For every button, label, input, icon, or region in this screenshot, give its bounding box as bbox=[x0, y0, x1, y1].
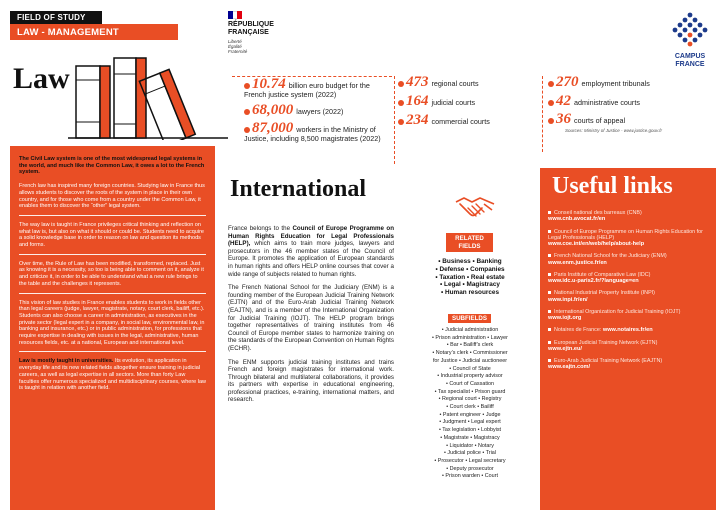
stat-administrative-courts: 42 administrative courts bbox=[548, 97, 708, 108]
related-fields-list bbox=[405, 258, 535, 297]
field-of-study-tag: FIELD OF STUDY bbox=[10, 11, 102, 24]
intro-paragraph: Over time, the Rule of Law has been modified, transformed, replaced. Just as knowing it is a necessity, so too is being able to comment on it, analyze it and criticize it, in order to be able to understand what a new rule brings to the table and the challenges it represents. bbox=[19, 260, 204, 287]
list-item: • Prison administration • Lawyer bbox=[432, 334, 508, 341]
divider bbox=[19, 293, 206, 294]
stat-employment-tribunals: 270 employment tribunals bbox=[548, 78, 708, 89]
list-item: • Liquidator • Notary bbox=[446, 442, 494, 449]
international-title: International bbox=[230, 176, 367, 202]
link-url[interactable]: www.iojt.org bbox=[548, 315, 582, 322]
link-item-eajtn: Euro-Arab Judicial Training Network (EAJTN) www.eajtn.com/ bbox=[548, 358, 713, 371]
link-url[interactable]: www.idc.u-paris2.fr/?language=en bbox=[548, 278, 639, 285]
divider bbox=[19, 254, 206, 255]
bullet-dot-icon bbox=[548, 81, 554, 87]
intro-paragraph: The way law is taught in France privileges critical thinking and reflection on what law is, but also on what it should or could be. Students need to acquire a solid knowledge base in order to reason on law and question its methods and forms. bbox=[19, 221, 204, 249]
link-item-ejtn: European Judicial Training Network (EJTN) www.ejtn.eu/ bbox=[548, 340, 713, 353]
list-item: for Justice • Judicial auctioneer bbox=[432, 357, 508, 364]
related-fields-label: RELATED FIELDS bbox=[446, 233, 493, 252]
stat-judicial-courts: 164 judicial courts bbox=[398, 97, 538, 108]
campus-france-line1: CAMPUS bbox=[674, 53, 706, 60]
link-url[interactable]: www.eajtn.com/ bbox=[548, 364, 591, 371]
campus-france-line2: FRANCE bbox=[675, 60, 705, 68]
list-item: • Human resources bbox=[441, 289, 499, 297]
stat-workers: 87,000 workers in the Ministry of Justice, including 8,500 magistrates (2022) bbox=[244, 120, 381, 143]
bullet-dot-icon bbox=[548, 100, 554, 106]
international-paragraph: France belongs to the Council of Europe Programme on Human Rights Education for Legal Professionals (HELP), which aims to train more judges, lawyers and prosecutors in the 46 member states of the Council of Europe. It promotes the application of European standards in human rights and offers HELP online courses that cover a wide range of subjects related to human rights. bbox=[228, 225, 394, 278]
list-item: • Magistrate • Magistracy bbox=[440, 434, 500, 441]
list-item: • Court clerk • Bailiff bbox=[446, 404, 494, 411]
campus-france-logo bbox=[662, 11, 718, 69]
list-item: • Legal • Magistracy bbox=[440, 281, 500, 289]
list-item: • Council of State bbox=[449, 365, 491, 372]
rf-motto-1: Liberté bbox=[228, 39, 242, 44]
link-url[interactable]: www.coe.int/en/web/help/about-help bbox=[548, 241, 645, 248]
list-item: • Taxation • Real estate bbox=[435, 273, 505, 281]
list-item: • Bar • Bailiff’s clerk bbox=[446, 342, 494, 349]
list-item: • Notary’s clerk • Commissioner bbox=[432, 350, 508, 357]
bullet-dot-icon bbox=[548, 118, 554, 124]
bullet-dot-icon bbox=[398, 119, 404, 125]
link-item-idc: Paris Institute of Comparative Law (IDC) www.idc.u-paris2.fr/?language=en bbox=[548, 272, 713, 285]
link-url[interactable]: www.inpi.fr/en/ bbox=[548, 296, 588, 303]
list-item: • Tax specialist • Prison guard bbox=[434, 388, 506, 395]
stats-source: Sources: Ministry of Justice - www.justice.gouv.fr bbox=[565, 128, 662, 133]
divider bbox=[19, 351, 206, 352]
link-item-help: Council of Europe Programme on Human Rights Education for Legal Professionals (HELP) www.coe.int/en/web/help/about-help bbox=[548, 229, 713, 249]
stats-column-divider bbox=[394, 76, 395, 164]
list-item: • Industrial property advisor bbox=[437, 373, 503, 380]
list-item: • Business • Banking bbox=[438, 258, 502, 265]
international-paragraph: The French National School for the Judiciary (ENM) is a founding member of the European Judicial Training Network (EJTN) and of the Euro-Arab Judicial Training Network (EAJTN), and is a member of the International Organization for Judicial Training (IOJT). The HELP program brings together representatives of training institutes from 46 Council of Europe member states to harmonize training on the standards of the European Convention on Human Rights (ECHR). bbox=[228, 284, 394, 352]
stat-courts-of-appeal: 36 courts of appeal bbox=[548, 115, 708, 126]
page-title: Law bbox=[13, 62, 70, 95]
bullet-dot-icon bbox=[398, 81, 404, 87]
list-item: • Deputy prosecutor bbox=[446, 465, 494, 472]
list-item: • Court of Cassation bbox=[445, 380, 495, 387]
bullet-dot-icon bbox=[244, 109, 250, 115]
list-item: • Judicial administration bbox=[441, 327, 499, 333]
intro-lead: The Civil Law system is one of the most widespread legal systems in the world, and much like the Common Law, it owes a lot to the French system. bbox=[19, 156, 205, 176]
subfields-label: SUBFIELDS bbox=[448, 314, 491, 323]
list-item: • Judicial police • Trial bbox=[443, 450, 496, 457]
link-item-notaires: Notaires de France: www.notaires.fr/en bbox=[548, 327, 713, 334]
link-url[interactable]: www.cnb.avocat.fr/en bbox=[548, 216, 606, 223]
intro-panel bbox=[10, 146, 215, 510]
link-item-inpi: National Industrial Property Institute (INPI) www.inpi.fr/en/ bbox=[548, 290, 713, 303]
handshake-icon bbox=[454, 190, 496, 224]
republique-francaise-logo bbox=[228, 11, 288, 61]
intro-paragraph-universities: Law is mostly taught in universities. Its evolution, its application in everyday life and its new related fields altogether ensure training in judicial careers, as well as legal expertise in all sectors. More than forty Law faculties offer numerous specialized and multidisciplinary courses, where law is taught in relation with another field. bbox=[19, 358, 206, 392]
international-paragraph: The ENM supports judicial training institutes and trains French and foreign magistrates for international work. Through bilateral and multilateral collaborations, it provides its partners with expertise in educational engineering, professional practices, e-training, international matters, and research. bbox=[228, 358, 394, 404]
useful-links-title: Useful links bbox=[552, 173, 673, 199]
link-url[interactable]: www.enm.justice.fr/en bbox=[548, 259, 607, 266]
rf-name-line2: FRANÇAISE bbox=[228, 29, 269, 36]
stat-regional-courts: 473 regional courts bbox=[398, 78, 538, 89]
intro-paragraph: This vision of law studies in France enables students to work in fields other than legal careers (judge, lawyer, magistrate, notary, court clerk, bailiff, etc.). Students can also choose a career in administration, as executives in the private sector (legal expert in a company, in social law, environmental law, in banking and insurance, etc.) or in public administration, for professions that require expertise in dealing with issues in the legal, administrative, human resources fields, etc. at a national, European and international level. bbox=[19, 299, 205, 346]
list-item: • Tax legislation • Lobbyist bbox=[438, 427, 502, 434]
list-item: • Prosecutor • Legal secretary bbox=[434, 457, 506, 464]
campus-france-mark-icon bbox=[670, 11, 710, 47]
link-url[interactable]: www.ejtn.eu/ bbox=[548, 345, 582, 352]
list-item: • Judgment • Legal expert bbox=[439, 419, 501, 426]
useful-links-list bbox=[548, 210, 713, 377]
link-item-enm: French National School for the Judiciary (ENM) www.enm.justice.fr/en bbox=[548, 253, 713, 266]
divider bbox=[19, 215, 206, 216]
stat-lawyers: 68,000 lawyers (2022) bbox=[244, 106, 394, 117]
intro-paragraph: French law has inspired many foreign countries. Studying law in France thus allows students to discover the roots of the system in place in their own country, and for those who come from a country under the Common Law, it enables them to discover the “other” legal system. bbox=[19, 183, 205, 210]
field-name-tag: LAW - MANAGEMENT bbox=[10, 24, 178, 40]
list-item: • Defense • Companies bbox=[435, 265, 505, 273]
books-illustration bbox=[68, 54, 228, 140]
stat-budget: 10.74 billion euro budget for the French justice system (2022) bbox=[244, 76, 370, 99]
stat-commercial-courts: 234 commercial courts bbox=[398, 116, 538, 127]
stats-column-divider bbox=[542, 76, 543, 152]
link-url[interactable]: www.notaires.fr/en bbox=[602, 327, 653, 334]
french-flag-icon bbox=[228, 11, 242, 19]
list-item: • Prison warden • Court bbox=[442, 473, 498, 480]
list-item: • Patent engineer • Judge bbox=[439, 411, 501, 418]
list-item: • Regional court • Registry bbox=[438, 396, 502, 403]
rf-motto-3: Fraternité bbox=[228, 49, 248, 54]
subfields-list bbox=[402, 327, 538, 481]
link-item-cnb: Conseil national des barreaux (CNB) www.cnb.avocat.fr/en bbox=[548, 210, 713, 223]
bullet-dot-icon bbox=[244, 127, 250, 133]
rf-motto-2: Égalité bbox=[228, 44, 242, 49]
link-item-iojt: International Organization for Judicial Training (IOJT) www.iojt.org bbox=[548, 309, 713, 322]
rf-name-line1: RÉPUBLIQUE bbox=[228, 21, 274, 28]
bullet-dot-icon bbox=[398, 100, 404, 106]
international-body bbox=[228, 225, 394, 410]
bullet-dot-icon bbox=[244, 83, 250, 89]
